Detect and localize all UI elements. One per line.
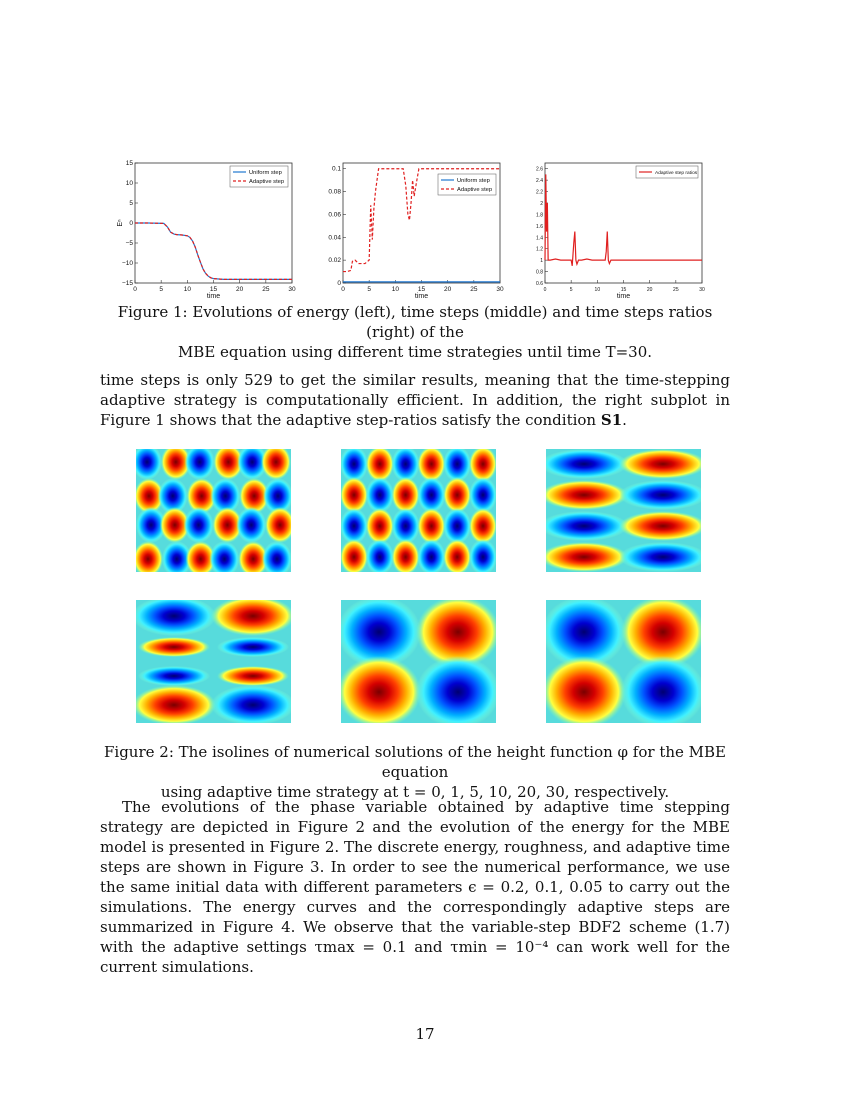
hot-spot xyxy=(341,477,368,513)
figure2-caption-line1: Figure 2: The isolines of numerical solutions of the height function φ for the MBE equation xyxy=(104,743,726,781)
y-tick-label: 0.08 xyxy=(328,188,341,196)
hot-spot xyxy=(366,508,394,544)
x-tick-label: 15 xyxy=(417,286,426,293)
x-tick-label: 10 xyxy=(391,286,399,293)
hot-spot xyxy=(138,637,210,657)
y-tick-label: 2 xyxy=(540,201,543,207)
x-tick-label: 20 xyxy=(236,286,244,293)
energy-plot xyxy=(110,155,300,305)
y-tick-label: −10 xyxy=(121,260,133,267)
solution-map-t20 xyxy=(341,600,496,723)
page-number: 17 xyxy=(415,1025,435,1043)
cold-spot xyxy=(341,508,368,544)
x-tick-label: 30 xyxy=(496,286,504,293)
x-tick-label: 20 xyxy=(444,286,452,293)
legend-label: Uniform step xyxy=(249,170,282,176)
y-tick-label: 1.6 xyxy=(536,223,543,230)
figure2-caption xyxy=(100,742,730,802)
paragraph-1-end: . xyxy=(622,411,627,429)
y-tick-label: 0.6 xyxy=(536,281,543,287)
legend-label: Adaptive step xyxy=(457,187,493,193)
time-steps-plot xyxy=(318,155,508,305)
y-tick-label: 2.4 xyxy=(536,178,543,185)
cold-spot xyxy=(138,666,210,686)
y-tick-label: 1.8 xyxy=(536,212,543,219)
hot-spot xyxy=(469,508,496,544)
paragraph-2-text: The evolutions of the phase variable obtained by adaptive time stepping strategy are depicted in Figure 2 and the evolution of the energy for the MBE model is presented in Figure 2. The discrete energy, roughness, and adaptive time steps are shown in Figure 3. In order to see the numerical performance, we use the same initial data with different parameters ϵ = 0.2, 0.1, 0.05 to carry out the simulations. The energy curves and the correspondingly adaptive steps are summarized in Figure 4. We observe that the variable-step BDF2 scheme (1.7) with the adaptive settings τmax = 0.1 and τmin = 10⁻⁴ can work well for the current simulations. xyxy=(100,798,730,976)
figure1-caption-line2: MBE equation using different time strategies until time T=30. xyxy=(177,343,653,361)
legend-label: Uniform step xyxy=(457,178,490,184)
cold-spot xyxy=(184,507,214,543)
y-tick-label: 0.1 xyxy=(331,165,341,173)
y-tick-label: 2.6 xyxy=(536,166,543,173)
y-tick-label: −5 xyxy=(125,240,133,247)
solution-map-t1 xyxy=(341,449,496,572)
y-tick-label: 15 xyxy=(125,160,133,167)
x-tick-label: 5 xyxy=(159,286,163,293)
x-tick-label: 15 xyxy=(209,286,218,293)
y-tick-label: 2.2 xyxy=(536,189,543,196)
x-axis-label: time xyxy=(206,293,221,300)
solution-map-t5 xyxy=(546,449,701,572)
legend-label: Adaptive step ratios xyxy=(655,171,698,176)
hot-spot xyxy=(392,477,420,513)
condition-s1: S1 xyxy=(600,411,623,429)
x-axis-label: time xyxy=(414,293,429,300)
legend-label: Adaptive step xyxy=(249,179,285,185)
paragraph-2 xyxy=(100,797,730,977)
y-tick-label: 0.04 xyxy=(328,234,341,242)
x-tick-label: 15 xyxy=(620,287,627,293)
figure1-caption-line1: Figure 1: Evolutions of energy (left), time steps (middle) and time steps ratios (right) of the xyxy=(117,303,713,341)
y-tick-label: 0 xyxy=(337,280,341,287)
x-tick-label: 25 xyxy=(262,286,270,293)
x-tick-label: 25 xyxy=(470,286,478,293)
solution-map-t10 xyxy=(136,600,291,723)
y-tick-label: −15 xyxy=(121,280,133,287)
x-tick-label: 0 xyxy=(341,286,345,293)
solution-map-t0 xyxy=(136,449,291,572)
x-tick-label: 0 xyxy=(133,286,137,293)
x-axis-label: time xyxy=(616,293,631,300)
cold-spot xyxy=(236,507,266,543)
x-tick-label: 5 xyxy=(569,287,573,293)
cold-spot xyxy=(392,508,420,544)
x-tick-label: 10 xyxy=(183,286,191,293)
hot-spot xyxy=(217,666,289,686)
x-tick-label: 20 xyxy=(646,287,653,293)
figure1-caption xyxy=(100,302,730,362)
y-axis-label: Eⁿ xyxy=(117,219,124,227)
hot-spot xyxy=(417,508,445,544)
step-ratios-plot xyxy=(520,155,710,305)
cold-spot xyxy=(417,477,445,513)
cold-spot xyxy=(366,477,394,513)
y-tick-label: 1 xyxy=(540,258,543,265)
y-tick-label: 0.8 xyxy=(536,269,543,276)
y-tick-label: 10 xyxy=(125,180,133,187)
x-tick-label: 25 xyxy=(673,287,679,293)
y-tick-label: 1.4 xyxy=(536,235,543,242)
y-tick-label: 1.2 xyxy=(536,246,543,253)
x-tick-label: 10 xyxy=(594,287,601,293)
hot-spot xyxy=(443,477,471,513)
solution-map-t30 xyxy=(546,600,701,723)
cold-spot xyxy=(469,477,496,513)
y-tick-label: 0 xyxy=(129,220,133,227)
cold-spot xyxy=(217,637,289,657)
figure2-caption-line2: using adaptive time strategy at t = 0, 1, 5, 10, 20, 30, respectively. xyxy=(160,783,670,801)
paragraph-1 xyxy=(100,370,730,430)
plot-axes-box xyxy=(545,163,702,283)
y-tick-label: 0.06 xyxy=(328,211,341,219)
x-tick-label: 5 xyxy=(367,286,371,293)
x-tick-label: 0 xyxy=(543,287,547,293)
x-tick-label: 30 xyxy=(288,286,296,293)
y-tick-label: 0.02 xyxy=(328,257,341,265)
y-tick-label: 5 xyxy=(129,200,133,207)
paragraph-1-text: time steps is only 529 to get the similar results, meaning that the time-stepping adaptive strategy is computationally efficient. In addition, the right subplot in Figure 1 shows that the adaptive step-ratios satisfy the condition xyxy=(100,371,730,429)
x-tick-label: 30 xyxy=(699,287,705,293)
cold-spot xyxy=(443,508,471,544)
